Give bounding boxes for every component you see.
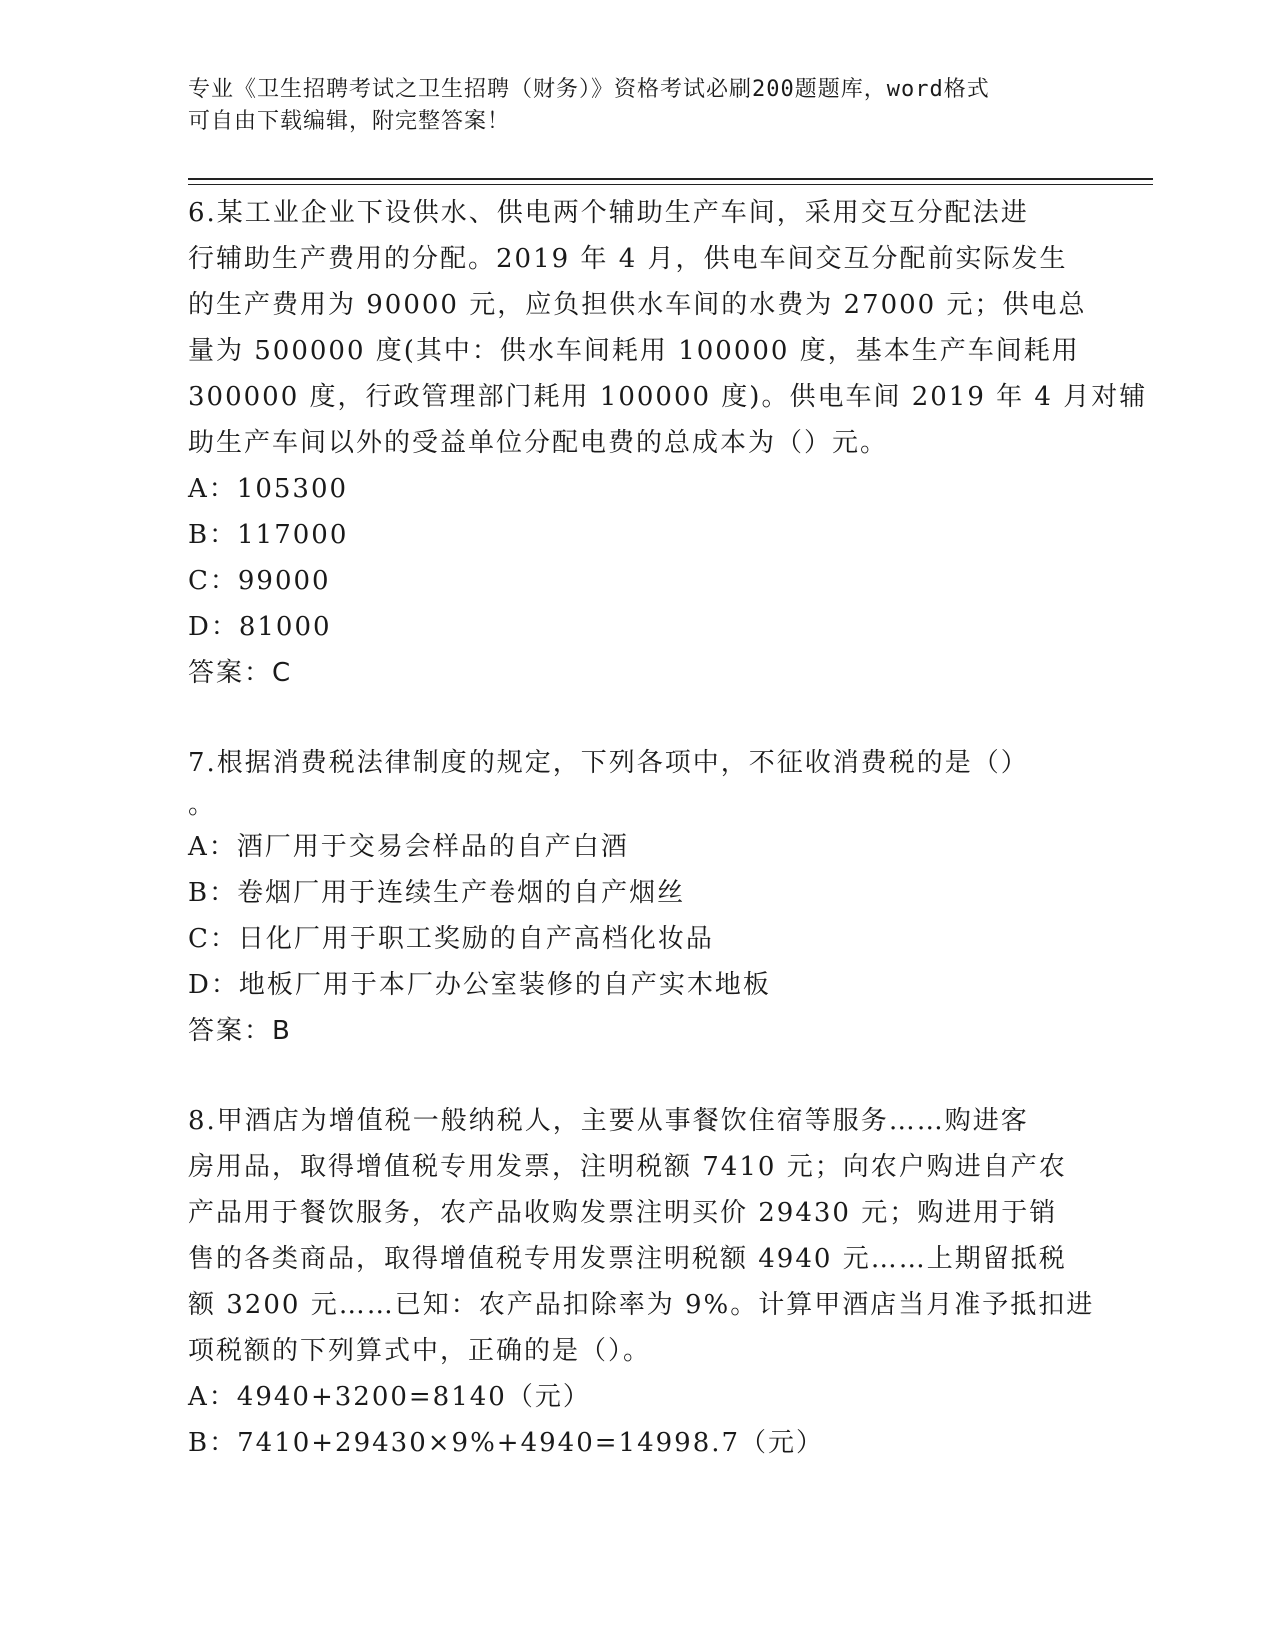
question-stem-line: 量为 500000 度(其中：供水车间耗用 100000 度，基本生产车间耗用 xyxy=(188,336,1080,366)
option-a: A：酒厂用于交易会样品的自产白酒 xyxy=(188,832,629,862)
option-d: D：地板厂用于本厂办公室装修的自产实木地板 xyxy=(188,970,771,1000)
header-divider-thick xyxy=(188,178,1153,180)
option-b: B：7410+29430×9%+4940=14998.7（元） xyxy=(188,1428,825,1458)
header-line-2: 可自由下载编辑，附完整答案！ xyxy=(188,109,511,134)
question-6 xyxy=(188,190,1148,696)
option-a: A：4940+3200=8140（元） xyxy=(188,1382,591,1412)
option-b: B：卷烟厂用于连续生产卷烟的自产烟丝 xyxy=(188,878,686,908)
option-d: D：81000 xyxy=(188,612,332,642)
option-c: C：99000 xyxy=(188,566,331,596)
header-divider-thin xyxy=(188,184,1153,185)
question-stem-line: 行辅助生产费用的分配。2019 年 4 月，供电车间交互分配前实际发生 xyxy=(188,244,1068,274)
question-stem-line: 8.甲酒店为增值税一般纳税人，主要从事餐饮住宿等服务……购进客 xyxy=(188,1106,1029,1136)
answer-line: 答案：B xyxy=(188,1016,292,1046)
question-8 xyxy=(188,1098,1095,1466)
question-stem-line: 额 3200 元……已知：农产品扣除率为 9%。计算甲酒店当月准予抵扣进 xyxy=(188,1290,1095,1320)
question-spacer xyxy=(188,696,1088,740)
question-spacer xyxy=(188,1054,1088,1098)
question-list xyxy=(188,190,1148,1466)
question-stem-line: 项税额的下列算式中，正确的是（）。 xyxy=(188,1336,652,1366)
question-stem-line: 。 xyxy=(188,790,217,820)
question-7 xyxy=(188,740,1088,1054)
answer-line: 答案：C xyxy=(188,658,293,688)
question-stem-line: 7.根据消费税法律制度的规定，下列各项中，不征收消费税的是（） xyxy=(188,748,1029,778)
option-c: C：日化厂用于职工奖励的自产高档化妆品 xyxy=(188,924,714,954)
question-stem-line: 售的各类商品，取得增值税专用发票注明税额 4940 元……上期留抵税 xyxy=(188,1244,1067,1274)
option-a: A：105300 xyxy=(188,474,349,504)
question-stem-line: 助生产车间以外的受益单位分配电费的总成本为（）元。 xyxy=(188,428,889,458)
question-stem-line: 房用品，取得增值税专用发票，注明税额 7410 元；向农户购进自产农 xyxy=(188,1152,1067,1182)
option-b: B：117000 xyxy=(188,520,349,550)
header-line-1: 专业《卫生招聘考试之卫生招聘（财务）》资格考试必刷200题题库，word格式 xyxy=(188,77,990,102)
question-stem-line: 产品用于餐饮服务，农产品收购发票注明买价 29430 元；购进用于销 xyxy=(188,1198,1058,1228)
document-header xyxy=(188,74,1088,138)
question-stem-line: 6.某工业企业下设供水、供电两个辅助生产车间，采用交互分配法进 xyxy=(188,198,1029,228)
question-stem-line: 300000 度，行政管理部门耗用 100000 度)。供电车间 2019 年 4 月对辅 xyxy=(188,382,1148,412)
question-stem-line: 的生产费用为 90000 元，应负担供水车间的水费为 27000 元；供电总 xyxy=(188,290,1087,320)
